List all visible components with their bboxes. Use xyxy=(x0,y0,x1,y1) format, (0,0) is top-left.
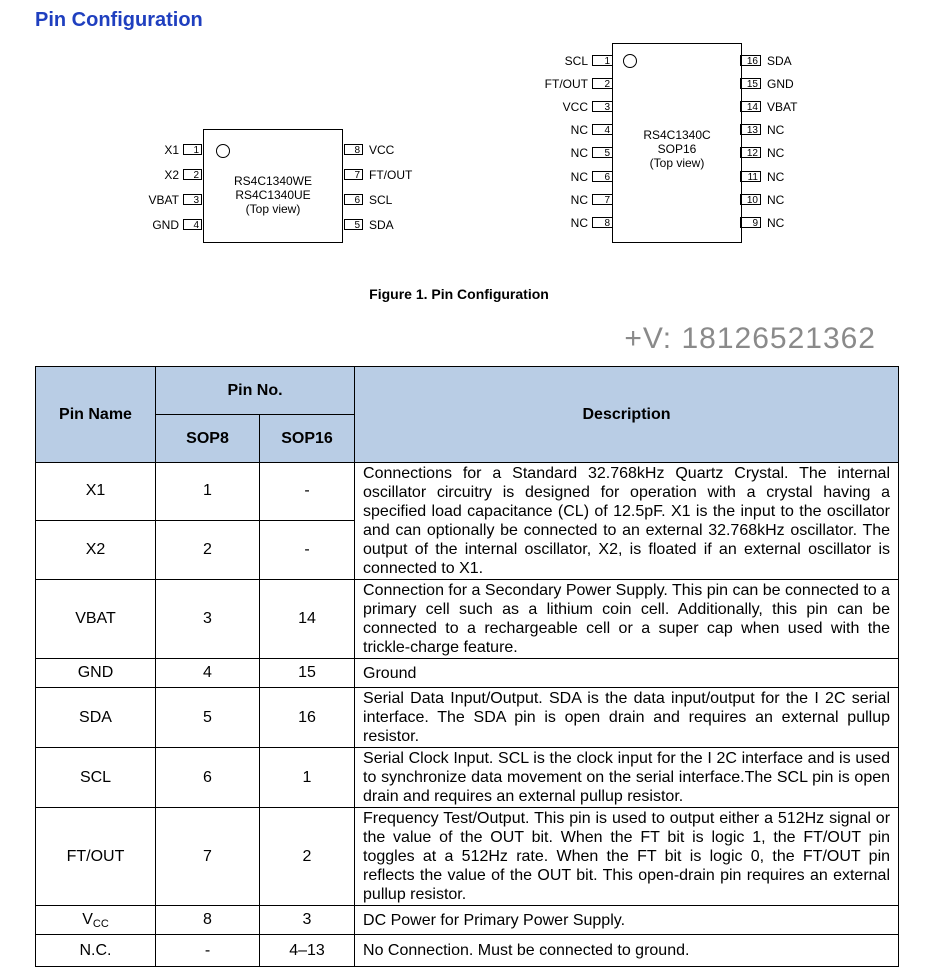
pin-label: FT/OUT xyxy=(369,168,413,182)
table-row xyxy=(36,935,899,967)
pin-label: VBAT xyxy=(148,193,179,207)
pin-name-cell xyxy=(36,906,156,935)
pin-number-box: 15 xyxy=(740,78,761,89)
sop16-cell: 4–13 xyxy=(260,935,355,967)
sop8-cell: 1 xyxy=(156,463,260,521)
pin-number-box: 6 xyxy=(344,194,363,205)
sop8-cell: 8 xyxy=(156,906,260,935)
table-row xyxy=(36,659,899,688)
pin-number-box: 5 xyxy=(592,147,613,158)
pin-label: VBAT xyxy=(767,100,798,115)
sop16-cell: 16 xyxy=(260,688,355,748)
sop16-part-label xyxy=(613,128,741,170)
page-title: Pin Configuration xyxy=(35,9,203,31)
sop8-cell: - xyxy=(156,935,260,967)
table-row xyxy=(36,748,899,808)
pin-number-box: 16 xyxy=(740,55,761,66)
sop8-part-line2: RS4C1340UE xyxy=(235,188,311,202)
sop8-part-line1: RS4C1340WE xyxy=(233,174,313,188)
pin-number-box: 2 xyxy=(592,78,613,89)
pin-label: SDA xyxy=(767,54,792,68)
pin-label: NC xyxy=(570,215,588,230)
figure-caption: Figure 1. Pin Configuration xyxy=(369,286,549,302)
pin-number-box: 8 xyxy=(344,144,363,155)
pin-number-box: 13 xyxy=(740,124,761,135)
pin-name-cell: SCL xyxy=(36,748,156,808)
sop8-cell: 6 xyxy=(156,748,260,808)
table-row xyxy=(36,580,899,659)
sop16-chip-body xyxy=(612,43,742,243)
sop8-chip-body xyxy=(203,129,343,243)
pin-number-box: 4 xyxy=(592,124,613,135)
pin-name-cell: FT/OUT xyxy=(36,808,156,906)
table-row xyxy=(36,906,899,935)
sop8-cell: 4 xyxy=(156,659,260,688)
pin-label: SDA xyxy=(369,218,394,232)
sop8-view: (Top view) xyxy=(245,202,301,216)
description-cell: No Connection. Must be connected to ground. xyxy=(355,935,899,967)
pin-number-box: 9 xyxy=(740,217,761,228)
pin-name-cell: X2 xyxy=(36,520,156,579)
header-pin-no: Pin No. xyxy=(156,367,355,415)
pin-number-box: 14 xyxy=(740,101,761,112)
pin-label: NC xyxy=(570,192,588,207)
pin-number-box: 12 xyxy=(740,147,761,158)
pin-number-box: 1 xyxy=(592,55,613,66)
pin-label: NC xyxy=(767,123,785,138)
pin-label: NC xyxy=(570,123,588,138)
pin-number-box: 10 xyxy=(740,194,761,205)
pin-number-box: 2 xyxy=(183,169,202,180)
sop16-cell: 2 xyxy=(260,808,355,906)
vcc-subscript: CC xyxy=(92,917,109,930)
header-pin-name: Pin Name xyxy=(36,367,156,463)
description-cell: Serial Data Input/Output. SDA is the data input/output for the I 2C serial interface. The SDA pin is open drain and requires an external pullup resistor. xyxy=(355,688,899,748)
pin-description-table xyxy=(35,366,899,967)
pin-number-box: 11 xyxy=(740,171,761,182)
header-sop16: SOP16 xyxy=(260,415,355,463)
sop8-cell: 5 xyxy=(156,688,260,748)
description-cell: Serial Clock Input. SCL is the clock input for the I 2C interface and is used to synchronize data movement on the serial interface.The SCL pin is open drain and requires an external pullup resistor. xyxy=(355,748,899,808)
sop16-view: (Top view) xyxy=(649,156,705,170)
pin-label: GND xyxy=(152,218,179,232)
description-cell: Frequency Test/Output. This pin is used to output either a 512Hz signal or the value of the OUT bit. When the FT bit is logic 1, the FT/OUT pin toggles at a 512Hz rate. When the FT bit is logic 0, the FT/OUT pin reflects the value of the OUT bit. This open-drain pin requires an external pullup resistor. xyxy=(355,808,899,906)
pin-number-box: 3 xyxy=(183,194,202,205)
vcc-main: V xyxy=(82,910,93,928)
sop8-cell: 7 xyxy=(156,808,260,906)
sop16-cell: - xyxy=(260,520,355,579)
pin-number-box: 6 xyxy=(592,171,613,182)
pin-label: VCC xyxy=(562,100,588,115)
description-cell: Ground xyxy=(355,659,899,688)
pin1-marker-icon xyxy=(216,144,230,158)
table-row xyxy=(36,463,899,521)
pin-label: X2 xyxy=(164,168,179,182)
sop16-part-line2: SOP16 xyxy=(657,142,697,156)
pin-number-box: 3 xyxy=(592,101,613,112)
pin-number-box: 8 xyxy=(592,217,613,228)
pin-number-box: 7 xyxy=(592,194,613,205)
sop8-cell: 3 xyxy=(156,580,260,659)
header-description: Description xyxy=(355,367,899,463)
description-cell: Connection for a Secondary Power Supply. This pin can be connected to a primary cell such as a lithium coin cell. Additionally, this pin can be connected to a rechargeable cell or a super cap when used with the trickle-charge feature. xyxy=(355,580,899,659)
sop16-cell: 1 xyxy=(260,748,355,808)
pin-label: GND xyxy=(767,77,794,92)
pin-label: SCL xyxy=(369,193,393,207)
header-sop8: SOP8 xyxy=(156,415,260,463)
table-row xyxy=(36,688,899,748)
description-cell: Connections for a Standard 32.768kHz Quartz Crystal. The internal oscillator circuitry is designed for operation with a crystal having a specified load capacitance (CL) of 12.5pF. X1 is the input to the oscillator and can optionally be connected to an external 32.768kHz oscillator. The output of the internal oscillator, X2, is floated if an external oscillator is connected to X1. xyxy=(355,463,899,580)
sop16-cell: 14 xyxy=(260,580,355,659)
pin-label: VCC xyxy=(369,143,395,157)
pin-label: NC xyxy=(767,146,785,161)
table-row xyxy=(36,808,899,906)
pin1-marker-icon xyxy=(623,54,637,68)
watermark: +V: 18126521362 xyxy=(624,322,876,355)
pin-label: SCL xyxy=(564,54,588,68)
pin-name-cell: X1 xyxy=(36,463,156,521)
pin-label: X1 xyxy=(164,143,179,157)
pin-label: NC xyxy=(570,146,588,161)
description-cell: DC Power for Primary Power Supply. xyxy=(355,906,899,935)
sop8-part-label xyxy=(204,174,342,216)
pin-number-box: 7 xyxy=(344,169,363,180)
sop8-cell: 2 xyxy=(156,520,260,579)
pin-number-box: 5 xyxy=(344,219,363,230)
pin-number-box: 1 xyxy=(183,144,202,155)
pin-name-cell: VBAT xyxy=(36,580,156,659)
pin-label: FT/OUT xyxy=(544,77,588,92)
pin-label: NC xyxy=(767,215,785,230)
sop16-cell: - xyxy=(260,463,355,521)
pin-name-cell: GND xyxy=(36,659,156,688)
pin-name-cell: N.C. xyxy=(36,935,156,967)
pin-label: NC xyxy=(767,192,785,207)
sop16-part-line1: RS4C1340C xyxy=(643,128,711,142)
sop16-cell: 15 xyxy=(260,659,355,688)
pin-label: NC xyxy=(767,169,785,184)
pin-name-cell: SDA xyxy=(36,688,156,748)
sop16-cell: 3 xyxy=(260,906,355,935)
pin-label: NC xyxy=(570,169,588,184)
pin-number-box: 4 xyxy=(183,219,202,230)
